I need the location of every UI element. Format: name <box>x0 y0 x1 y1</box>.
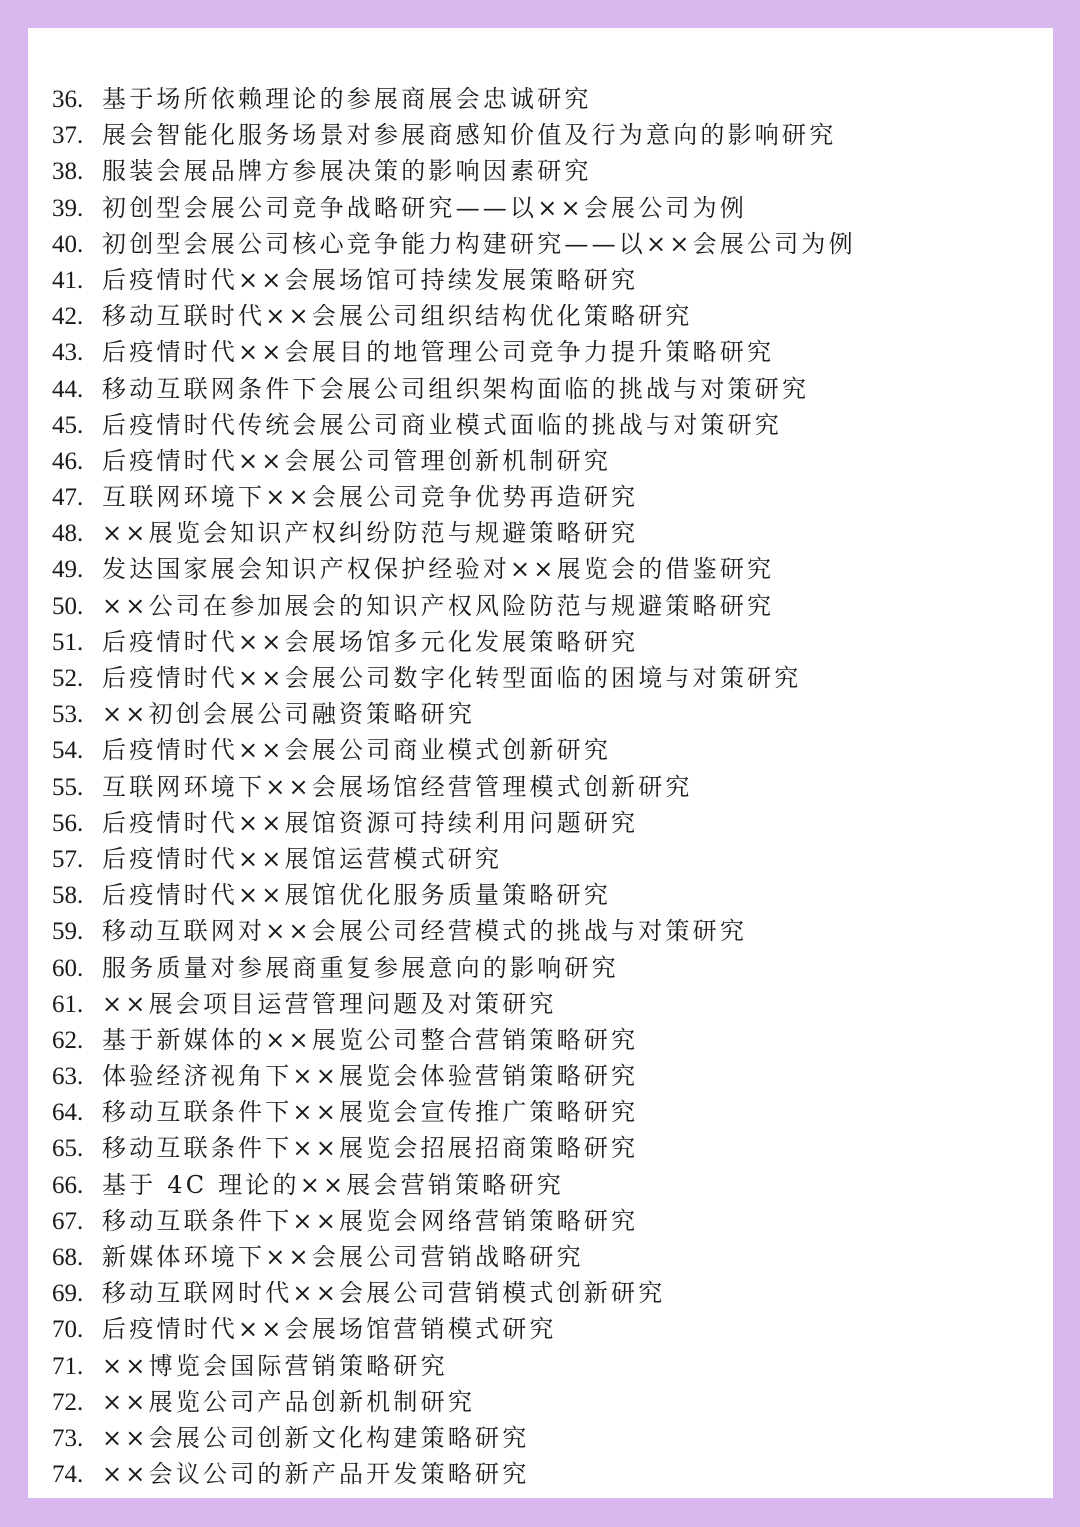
topic-number: 47. <box>52 484 84 512</box>
topic-title: 体验经济视角下××展览会体验营销策略研究 <box>102 1062 639 1091</box>
topic-number: 41. <box>52 266 84 294</box>
topic-title: 服务质量对参展商重复参展意向的影响研究 <box>102 953 619 982</box>
topic-number: 71. <box>52 1352 84 1380</box>
topic-item <box>52 81 856 117</box>
topic-item <box>52 1203 856 1239</box>
topic-number: 40. <box>52 230 84 258</box>
topic-number: 66. <box>52 1171 84 1199</box>
topic-item <box>52 696 856 732</box>
topic-title: ××展览会知识产权纠纷防范与规避策略研究 <box>102 519 639 548</box>
topic-number: 43. <box>52 339 84 367</box>
topic-title: 移动互联网条件下会展公司组织架构面临的挑战与对策研究 <box>102 374 810 403</box>
topic-title: 服装会展品牌方参展决策的影响因素研究 <box>102 157 592 186</box>
topic-title: ××会议公司的新产品开发策略研究 <box>102 1460 530 1489</box>
topic-item <box>52 1456 856 1492</box>
topic-number: 61. <box>52 990 84 1018</box>
topic-item <box>52 443 856 479</box>
topic-item <box>52 153 856 189</box>
topic-title: ××会展公司创新文化构建策略研究 <box>102 1423 530 1452</box>
topic-number: 68. <box>52 1244 84 1271</box>
topic-number: 46. <box>52 447 84 475</box>
topic-item <box>52 515 856 551</box>
topic-item <box>52 1311 856 1347</box>
topic-list <box>52 81 856 1492</box>
topic-item <box>52 334 856 370</box>
topic-title: 基于 4C 理论的××展会营销策略研究 <box>102 1170 564 1199</box>
document-page <box>28 28 1053 1498</box>
topic-item <box>52 226 856 262</box>
topic-number: 58. <box>52 882 84 910</box>
topic-item <box>52 407 856 443</box>
topic-item <box>52 986 856 1022</box>
topic-title: 后疫情时代××会展公司商业模式创新研究 <box>102 736 612 765</box>
topic-item <box>52 624 856 660</box>
topic-title: 移动互联条件下××展览会宣传推广策略研究 <box>102 1098 639 1127</box>
topic-item <box>52 1022 856 1058</box>
topic-title: 后疫情时代××会展场馆营销模式研究 <box>102 1315 557 1344</box>
topic-title: ××博览会国际营销策略研究 <box>102 1351 448 1380</box>
topic-number: 70. <box>52 1316 84 1344</box>
topic-number: 59. <box>52 918 84 946</box>
topic-title: 后疫情时代××展馆运营模式研究 <box>102 844 503 873</box>
topic-number: 45. <box>52 411 84 439</box>
topic-title: 移动互联条件下××展览会网络营销策略研究 <box>102 1206 639 1235</box>
topic-title: 发达国家展会知识产权保护经验对××展览会的借鉴研究 <box>102 555 775 584</box>
topic-number: 53. <box>52 701 84 729</box>
topic-item <box>52 732 856 768</box>
topic-title: ××展览公司产品创新机制研究 <box>102 1387 476 1416</box>
topic-title: 后疫情时代××会展公司数字化转型面临的困境与对策研究 <box>102 664 802 692</box>
topic-number: 51. <box>52 628 84 656</box>
topic-number: 55. <box>52 773 84 801</box>
topic-number: 62. <box>52 1026 84 1054</box>
topic-item <box>52 660 856 696</box>
topic-number: 36. <box>52 86 84 113</box>
topic-number: 52. <box>52 665 84 692</box>
topic-title: 后疫情时代××会展公司管理创新机制研究 <box>102 446 612 475</box>
topic-title: ××公司在参加展会的知识产权风险防范与规避策略研究 <box>102 591 775 620</box>
topic-item <box>52 371 856 407</box>
topic-item <box>52 551 856 587</box>
topic-item <box>52 1167 856 1203</box>
topic-title: 互联网环境下××会展场馆经营管理模式创新研究 <box>102 772 693 801</box>
topic-item <box>52 769 856 805</box>
topic-title: 互联网环境下××会展公司竞争优势再造研究 <box>102 483 639 512</box>
topic-title: 移动互联网对××会展公司经营模式的挑战与对策研究 <box>102 917 748 946</box>
topic-item <box>52 950 856 986</box>
topic-title: 展会智能化服务场景对参展商感知价值及行为意向的影响研究 <box>102 121 837 150</box>
topic-number: 63. <box>52 1063 84 1091</box>
topic-item <box>52 805 856 841</box>
topic-item <box>52 1348 856 1384</box>
topic-number: 42. <box>52 303 84 331</box>
topic-number: 60. <box>52 954 84 982</box>
topic-item <box>52 117 856 153</box>
topic-number: 38. <box>52 158 84 186</box>
topic-number: 44. <box>52 375 84 403</box>
topic-title: 后疫情时代传统会展公司商业模式面临的挑战与对策研究 <box>102 410 782 439</box>
topic-number: 69. <box>52 1280 84 1308</box>
topic-title: 基于场所依赖理论的参展商展会忠诚研究 <box>102 85 592 113</box>
topic-number: 54. <box>52 737 84 765</box>
topic-title: 后疫情时代××会展目的地管理公司竞争力提升策略研究 <box>102 338 775 367</box>
topic-number: 57. <box>52 845 84 873</box>
topic-item <box>52 1420 856 1456</box>
topic-item <box>52 1094 856 1130</box>
topic-title: 初创型会展公司核心竞争能力构建研究——以××会展公司为例 <box>102 229 856 258</box>
topic-item <box>52 841 856 877</box>
topic-number: 48. <box>52 520 84 548</box>
topic-item <box>52 298 856 334</box>
topic-number: 67. <box>52 1207 84 1235</box>
topic-title: 移动互联时代××会展公司组织结构优化策略研究 <box>102 302 693 331</box>
topic-number: 37. <box>52 122 84 150</box>
topic-number: 73. <box>52 1424 84 1452</box>
topic-number: 72. <box>52 1388 84 1416</box>
topic-number: 56. <box>52 809 84 837</box>
topic-item <box>52 479 856 515</box>
topic-item <box>52 190 856 226</box>
topic-item <box>52 262 856 298</box>
topic-item <box>52 1239 856 1275</box>
topic-title: 新媒体环境下××会展公司营销战略研究 <box>102 1243 584 1271</box>
topic-number: 49. <box>52 556 84 584</box>
topic-title: 初创型会展公司竞争战略研究——以××会展公司为例 <box>102 193 748 222</box>
topic-title: 后疫情时代××会展场馆可持续发展策略研究 <box>102 265 639 294</box>
topic-number: 65. <box>52 1135 84 1163</box>
topic-title: 后疫情时代××会展场馆多元化发展策略研究 <box>102 627 639 656</box>
topic-item <box>52 588 856 624</box>
topic-item <box>52 1058 856 1094</box>
topic-title: ××展会项目运营管理问题及对策研究 <box>102 989 557 1018</box>
topic-item <box>52 1384 856 1420</box>
topic-number: 74. <box>52 1461 84 1489</box>
topic-number: 50. <box>52 592 84 620</box>
topic-title: 后疫情时代××展馆资源可持续利用问题研究 <box>102 808 639 837</box>
topic-title: ××初创会展公司融资策略研究 <box>102 700 476 729</box>
topic-title: 基于新媒体的××展览公司整合营销策略研究 <box>102 1025 639 1054</box>
topic-number: 64. <box>52 1099 84 1127</box>
topic-title: 后疫情时代××展馆优化服务质量策略研究 <box>102 881 612 910</box>
topic-title: 移动互联条件下××展览会招展招商策略研究 <box>102 1134 639 1163</box>
topic-title: 移动互联网时代××会展公司营销模式创新研究 <box>102 1279 666 1308</box>
topic-item <box>52 1130 856 1166</box>
topic-number: 39. <box>52 194 84 222</box>
topic-item <box>52 877 856 913</box>
topic-item <box>52 913 856 949</box>
topic-item <box>52 1275 856 1311</box>
